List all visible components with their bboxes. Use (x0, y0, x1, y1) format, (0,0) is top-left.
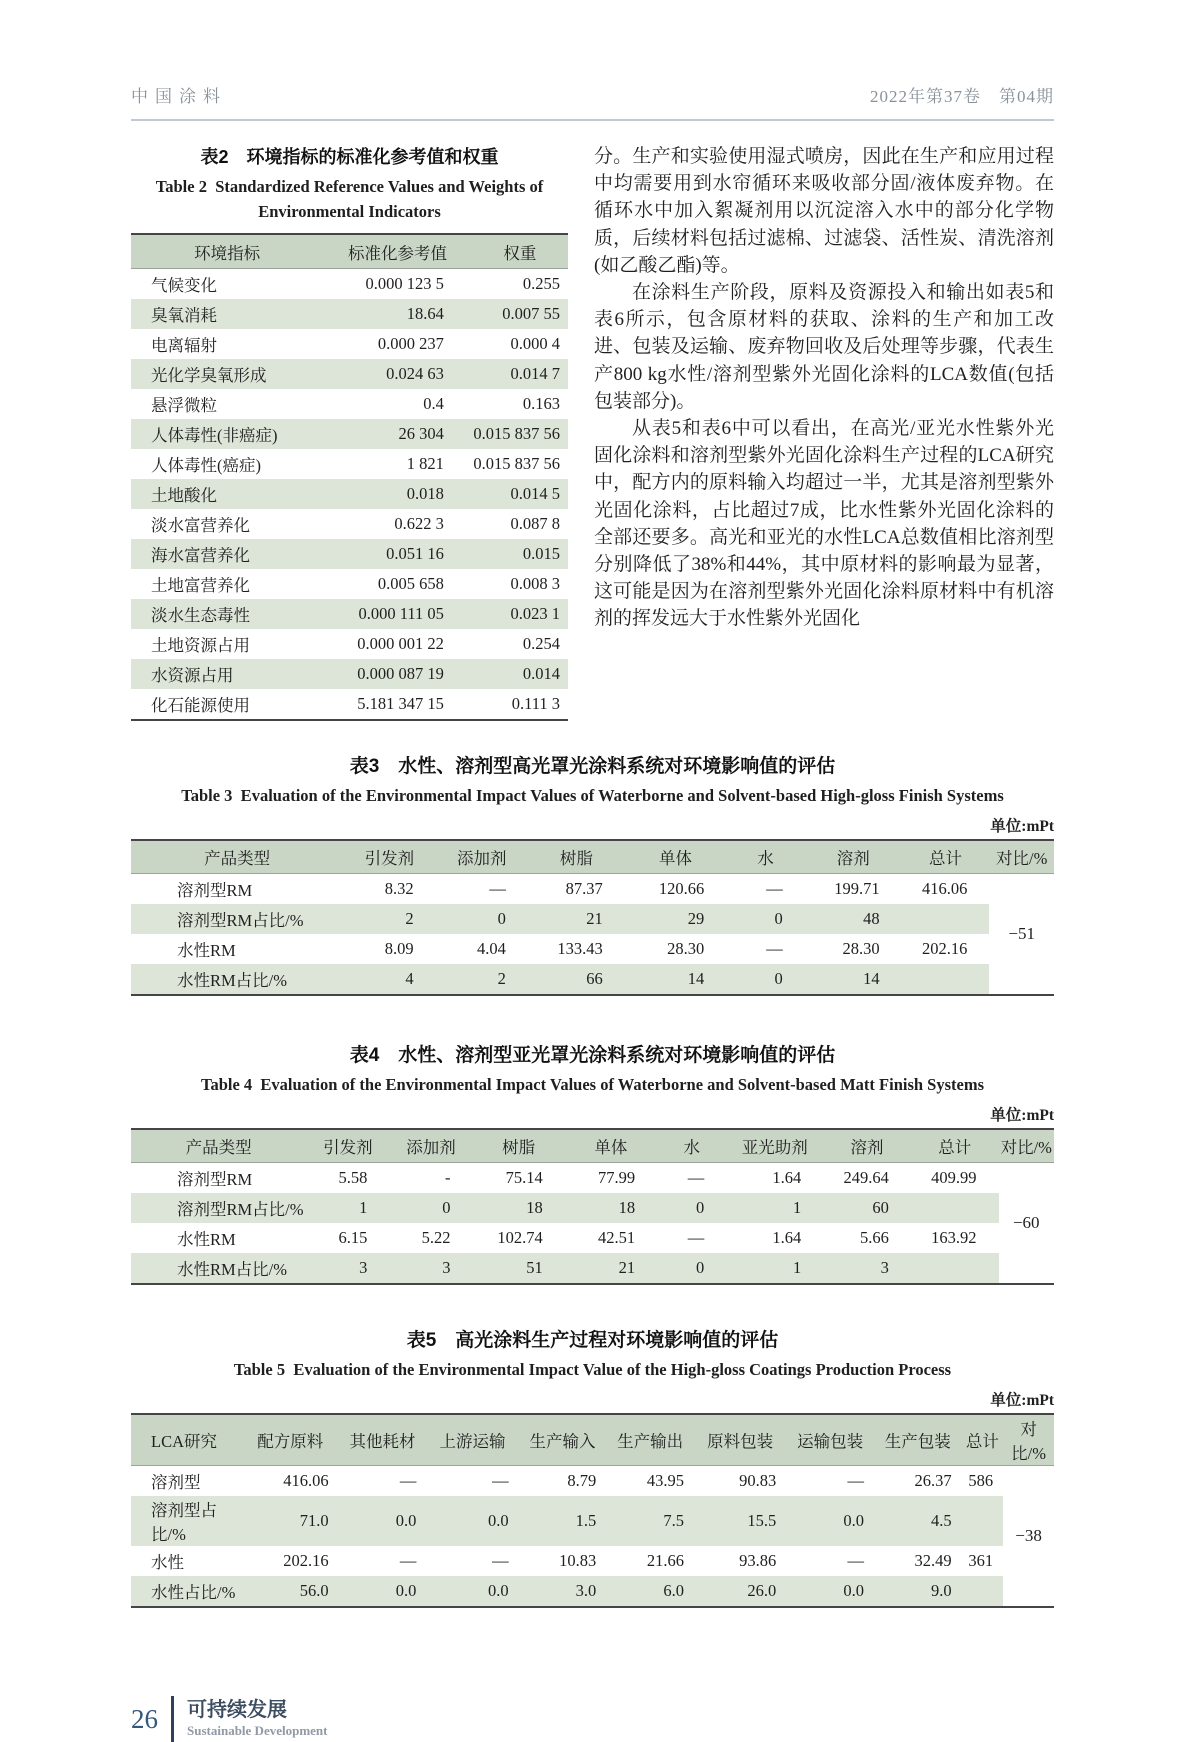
table-cell: 42.51 (597, 1228, 636, 1247)
column-header: 添加剂 (436, 840, 528, 874)
table-cell: 0 (726, 964, 804, 995)
table-cell: 60 (823, 1193, 911, 1223)
table-cell: — (847, 1551, 864, 1570)
table-cell: 1 821 (406, 454, 444, 473)
table-cell: — (492, 1471, 509, 1490)
table-cell: — (687, 1168, 705, 1187)
table-cell: 0 (657, 1253, 726, 1284)
comparison-value: −60 (999, 1163, 1054, 1285)
column-header: 总计 (902, 840, 990, 874)
table4-section (131, 1040, 1054, 1285)
table-cell: 0 (657, 1193, 726, 1223)
table2-title-cn: 表2 环境指标的标准化参考值和权重 (200, 147, 499, 167)
table2-standardized-reference-values (131, 233, 568, 721)
table-row (131, 964, 1054, 995)
table-cell: 水性RM (177, 1230, 236, 1249)
table-cell: 0.014 7 (472, 359, 568, 389)
table-cell: 1 (726, 1193, 823, 1223)
table-cell: 电离辐射 (151, 336, 217, 355)
table-cell: 0.007 55 (472, 299, 568, 329)
table-cell: 海水富营养化 (131, 539, 323, 569)
table-cell: 48 (805, 904, 902, 934)
table-cell: 0.622 3 (394, 514, 444, 533)
table-row (131, 1576, 1054, 1607)
table-row (131, 934, 1054, 964)
table-cell: 6.15 (338, 1228, 368, 1247)
table-cell: 0.0 (426, 1496, 518, 1546)
column-header: 环境指标 (131, 234, 323, 269)
table-row (131, 449, 568, 479)
table-cell: — (687, 1228, 705, 1247)
table-cell: 4.04 (477, 939, 506, 958)
table-cell: 409.99 (931, 1168, 977, 1187)
body-text-column (594, 143, 1054, 721)
column-header: 对比/% (989, 840, 1054, 874)
table-cell: 溶剂型RM (177, 1170, 253, 1189)
table-cell: 0.0 (786, 1496, 874, 1546)
table4-title-en: Table 4 Evaluation of the Environmental Impact Values of Waterborne and Solvent-based Matt Finish Systems (200, 1075, 985, 1094)
table-cell: 6.0 (606, 1576, 694, 1607)
table-cell: 3.0 (519, 1576, 607, 1607)
table-header-row (131, 1129, 1054, 1163)
table-cell: 102.74 (497, 1228, 543, 1247)
table-cell: — (399, 1551, 417, 1570)
table-cell: 120.66 (658, 879, 705, 898)
table-cell: 361 (968, 1551, 994, 1570)
table-cell: 0.163 (522, 394, 560, 413)
table-cell: 气候变化 (151, 276, 217, 295)
table4-title-cn: 表4 水性、溶剂型亚光罩光涂料系统对环境影响值的评估 (349, 1045, 836, 1066)
table-cell: 133.43 (557, 939, 603, 958)
table-cell: 悬浮微粒 (151, 396, 217, 415)
table-cell: 水性RM占比/% (131, 964, 343, 995)
table-cell: 1.64 (772, 1168, 802, 1187)
table-cell: 29 (625, 904, 727, 934)
table-row (131, 269, 568, 300)
table-cell: 4 (343, 964, 435, 995)
table-cell: 75.14 (505, 1168, 543, 1187)
column-header: 引发剂 (343, 840, 435, 874)
table-cell: 15.5 (694, 1496, 786, 1546)
table2-title-en-line2: Environmental Indicators (258, 202, 441, 221)
table-cell: 163.92 (931, 1228, 977, 1247)
table-cell: 18 (565, 1193, 657, 1223)
paragraph: 在涂料生产阶段，原料及资源投入和输出如表5和表6所示，包含原材料的获取、涂料的生产和加工改进、包装及运输、废弃物回收及后处理等步骤，代表生产800 kg水性/溶剂型紫外光固化涂料的LCA数值(包括包装部分)。 (594, 282, 1054, 412)
column-header: 配方原料 (242, 1414, 339, 1466)
table-cell: 0.015 837 56 (473, 454, 560, 473)
table-cell: 1 (306, 1193, 389, 1223)
table-row (131, 689, 568, 720)
table4-matt-finish-systems (131, 1128, 1054, 1285)
table-cell: 90.83 (739, 1471, 777, 1490)
table-cell: 0.018 (323, 479, 472, 509)
table-cell: - (444, 1168, 451, 1187)
table-cell: 0.005 658 (377, 574, 444, 593)
table3-unit-label: 单位:mPt (990, 818, 1054, 835)
table4-unit-label: 单位:mPt (990, 1107, 1054, 1124)
table-cell: 26 304 (323, 419, 472, 449)
left-column (131, 143, 568, 721)
table-cell: 26.37 (914, 1471, 952, 1490)
table-cell: 43.95 (646, 1471, 684, 1490)
column-header: 水 (657, 1129, 726, 1163)
table-cell: 水性RM占比/% (131, 1253, 306, 1284)
table-cell: 土地酸化 (131, 479, 323, 509)
page-footer (131, 1696, 1054, 1742)
column-header: 生产包装 (874, 1414, 962, 1466)
table-row (131, 329, 568, 359)
table-cell: 0.015 (472, 539, 568, 569)
table-cell: 0.008 3 (510, 574, 560, 593)
column-header: 其他耗材 (339, 1414, 427, 1466)
table-cell: 66 (528, 964, 625, 995)
table-cell: — (399, 1471, 417, 1490)
table-row (131, 539, 568, 569)
table-cell: — (489, 879, 506, 898)
table-row (131, 389, 568, 419)
footer-divider (171, 1696, 174, 1742)
table5-unit-label: 单位:mPt (990, 1392, 1054, 1409)
table-cell: 土地富营养化 (151, 576, 250, 595)
table-cell: 淡水生态毒性 (131, 599, 323, 629)
table-row (131, 1253, 1054, 1284)
table-row (131, 1546, 1054, 1576)
section-title-en: Sustainable Development (187, 1723, 328, 1738)
table-row (131, 629, 568, 659)
table-cell: 溶剂型RM占比/% (131, 1193, 306, 1223)
table-row (131, 1223, 1054, 1253)
table-cell: 3 (306, 1253, 389, 1284)
table-cell (902, 904, 990, 934)
table-cell: 2 (436, 964, 528, 995)
column-header: 亚光助剂 (726, 1129, 823, 1163)
table-cell: 9.0 (874, 1576, 962, 1607)
table-cell: 光化学臭氧形成 (131, 359, 323, 389)
table-cell (962, 1576, 1004, 1607)
table-cell: 0.087 8 (510, 514, 560, 533)
table-row (131, 1193, 1054, 1223)
table-cell: 0.015 837 56 (472, 419, 568, 449)
section-block (187, 1698, 327, 1740)
table-cell: 溶剂型 (151, 1473, 201, 1492)
column-header: 水 (726, 840, 804, 874)
column-header: 总计 (962, 1414, 1004, 1466)
table-cell: 人体毒性(癌症) (151, 456, 261, 475)
table-cell: 93.86 (739, 1551, 777, 1570)
column-header: 产品类型 (131, 1129, 306, 1163)
table-cell: 14 (625, 964, 727, 995)
table-cell (962, 1496, 1004, 1546)
table-cell: 199.71 (834, 879, 880, 898)
table-row (131, 569, 568, 599)
table-cell: 7.5 (606, 1496, 694, 1546)
table-cell: 28.30 (667, 939, 705, 958)
page-number: 26 (131, 1703, 158, 1734)
table-cell: 0.000 4 (510, 334, 560, 353)
table-cell: 溶剂型RM (177, 881, 253, 900)
table-row (131, 599, 568, 629)
table-cell: 0.000 087 19 (323, 659, 472, 689)
table-cell: 水性RM (177, 941, 236, 960)
table-cell: — (766, 879, 783, 898)
table-cell: 32.49 (914, 1551, 952, 1570)
comparison-value: −51 (989, 874, 1054, 996)
table-cell: 1.64 (772, 1228, 802, 1247)
table-cell: 14 (805, 964, 902, 995)
column-header: 树脂 (472, 1129, 564, 1163)
table-cell: 淡水富营养化 (151, 516, 250, 535)
table-cell: 0.000 001 22 (357, 634, 444, 653)
table-cell: 416.06 (283, 1471, 329, 1490)
table-cell: 0.000 123 5 (365, 274, 444, 293)
table-header-row (131, 234, 568, 269)
table-cell: 5.66 (860, 1228, 889, 1247)
table-cell: 586 (968, 1471, 994, 1490)
table-cell: 71.0 (242, 1496, 339, 1546)
column-header: 溶剂 (823, 1129, 911, 1163)
table-cell: 4.5 (874, 1496, 962, 1546)
table3-section (131, 751, 1054, 996)
table-row (131, 1163, 1054, 1194)
table-cell: 0.4 (423, 394, 444, 413)
table-cell: 56.0 (242, 1576, 339, 1607)
column-header: 引发剂 (306, 1129, 389, 1163)
table-cell: 0.0 (339, 1576, 427, 1607)
table-cell: — (847, 1471, 864, 1490)
table-cell: 51 (472, 1253, 564, 1284)
column-header: 原料包装 (694, 1414, 786, 1466)
table5-section (131, 1325, 1054, 1608)
table-cell: 水资源占用 (131, 659, 323, 689)
comparison-value: −38 (1003, 1466, 1054, 1608)
top-columns (131, 143, 1054, 721)
table-cell: 2 (343, 904, 435, 934)
table-cell: 土地资源占用 (151, 636, 250, 655)
table-cell: 溶剂型RM占比/% (131, 904, 343, 934)
table-row (131, 419, 568, 449)
column-header: 总计 (911, 1129, 999, 1163)
table-cell: 8.79 (567, 1471, 597, 1490)
column-header: 生产输出 (606, 1414, 694, 1466)
table2-title-en-line1: Table 2 Standardized Reference Values and Weights of (155, 177, 544, 196)
table-cell: — (766, 939, 783, 958)
table-cell: 0.254 (522, 634, 560, 653)
table-cell: 人体毒性(非癌症) (131, 419, 323, 449)
table-cell: 10.83 (559, 1551, 597, 1570)
table-cell: 水性占比/% (131, 1576, 242, 1607)
table-cell (911, 1193, 999, 1223)
table-cell: 8.32 (384, 879, 414, 898)
table5-title-en: Table 5 Evaluation of the Environmental Impact Value of the High-gloss Coatings Production Process (233, 1360, 952, 1379)
table-cell: 0.111 3 (511, 694, 560, 713)
table-cell: 5.58 (338, 1168, 368, 1187)
table-row (131, 479, 568, 509)
table5-production-process (131, 1413, 1054, 1608)
table-cell: 0.000 111 05 (323, 599, 472, 629)
table-cell (902, 964, 990, 995)
table-cell: 416.06 (921, 879, 968, 898)
table-row (131, 1496, 1054, 1546)
table-cell: 水性 (151, 1553, 184, 1572)
table-cell: 21.66 (646, 1551, 684, 1570)
table-row (131, 299, 568, 329)
table-row (131, 904, 1054, 934)
table-cell: 5.22 (421, 1228, 451, 1247)
table-cell: 26.0 (694, 1576, 786, 1607)
column-header: 运输包装 (786, 1414, 874, 1466)
table-cell: 0 (389, 1193, 472, 1223)
column-header: 树脂 (528, 840, 625, 874)
table-cell: 化石能源使用 (151, 696, 250, 715)
column-header: LCA研究 (131, 1414, 242, 1466)
journal-name: 中国涂料 (131, 87, 227, 106)
table3-highgloss-finish-systems (131, 839, 1054, 996)
table-cell: 0 (436, 904, 528, 934)
table-cell: 0.000 237 (377, 334, 444, 353)
table-cell: 臭氧消耗 (131, 299, 323, 329)
table-cell: 3 (389, 1253, 472, 1284)
table-cell: — (492, 1551, 509, 1570)
column-header: 产品类型 (131, 840, 343, 874)
table-cell: 18 (472, 1193, 564, 1223)
table-cell: 0.051 16 (323, 539, 472, 569)
column-header: 单体 (565, 1129, 657, 1163)
table-cell: 溶剂型占比/% (131, 1496, 242, 1546)
table2-title-en (131, 174, 568, 224)
table-cell: 77.99 (597, 1168, 636, 1187)
column-header: 单体 (625, 840, 727, 874)
table5-title-cn: 表5 高光涂料生产过程对环境影响值的评估 (406, 1330, 779, 1351)
table-cell: 0.014 5 (472, 479, 568, 509)
table-row (131, 659, 568, 689)
table-cell: 1 (726, 1253, 823, 1284)
table-cell: 202.16 (921, 939, 968, 958)
table-cell: 18.64 (323, 299, 472, 329)
table-cell: 1.5 (519, 1496, 607, 1546)
table-cell: 28.30 (842, 939, 880, 958)
table-cell: 0.014 (472, 659, 568, 689)
table-cell: 0.0 (426, 1576, 518, 1607)
column-header: 添加剂 (389, 1129, 472, 1163)
table-cell: 202.16 (283, 1551, 329, 1570)
table-cell: 0.255 (522, 274, 560, 293)
table-row (131, 509, 568, 539)
table-cell: 0.024 63 (323, 359, 472, 389)
column-header: 标准化参考值 (323, 234, 472, 269)
table-cell: 0 (726, 904, 804, 934)
page-header (131, 0, 1054, 121)
paragraph: 分。生产和实验使用湿式喷房，因此在生产和应用过程中均需要用到水帘循环来吸收部分固/液体废弃物。在循环水中加入絮凝剂用以沉淀溶入水中的部分化学物质，后续材料包括过滤棉、过滤袋、活性炭、清洗溶剂(如乙酸乙酯)等。 (594, 146, 1054, 276)
table3-title-en: Table 3 Evaluation of the Environmental Impact Values of Waterborne and Solvent-based High-gloss Finish Systems (181, 786, 1004, 805)
section-title-cn: 可持续发展 (187, 1699, 287, 1721)
table-header-row (131, 1414, 1054, 1466)
table-cell (911, 1253, 999, 1284)
table-cell: 21 (528, 904, 625, 934)
table-cell: 8.09 (384, 939, 414, 958)
column-header: 上游运输 (426, 1414, 518, 1466)
column-header: 对比/% (1003, 1414, 1054, 1466)
table-cell: 0.0 (339, 1496, 427, 1546)
column-header: 对比/% (999, 1129, 1054, 1163)
table-header-row (131, 840, 1054, 874)
table-cell: 249.64 (843, 1168, 889, 1187)
table-cell: 87.37 (565, 879, 603, 898)
table-cell: 21 (565, 1253, 657, 1284)
column-header: 溶剂 (805, 840, 902, 874)
column-header: 权重 (472, 234, 568, 269)
column-header: 生产输入 (519, 1414, 607, 1466)
table-cell: 3 (823, 1253, 911, 1284)
issue-info: 2022年第37卷 第04期 (870, 87, 1054, 106)
table-cell: 5.181 347 15 (357, 694, 444, 713)
paragraph: 从表5和表6中可以看出，在高光/亚光水性紫外光固化涂料和溶剂型紫外光固化涂料生产过程的LCA研究中，配方内的原料输入均超过一半，尤其是溶剂型紫外光固化涂料，占比超过7成，比水性紫外光固化涂料的全部还要多。高光和亚光的水性LCA总数值相比溶剂型分别降低了38%和44%，其中原材料的影响最为显著，这可能是因为在溶剂型紫外光固化涂料原材料中有机溶剂的挥发远大于水性紫外光固化 (594, 418, 1054, 630)
table3-title-cn: 表3 水性、溶剂型高光罩光涂料系统对环境影响值的评估 (349, 756, 836, 777)
table-cell: 0.0 (786, 1576, 874, 1607)
table-row (131, 874, 1054, 905)
table-row (131, 359, 568, 389)
table-row (131, 1466, 1054, 1497)
table-cell: 0.023 1 (472, 599, 568, 629)
